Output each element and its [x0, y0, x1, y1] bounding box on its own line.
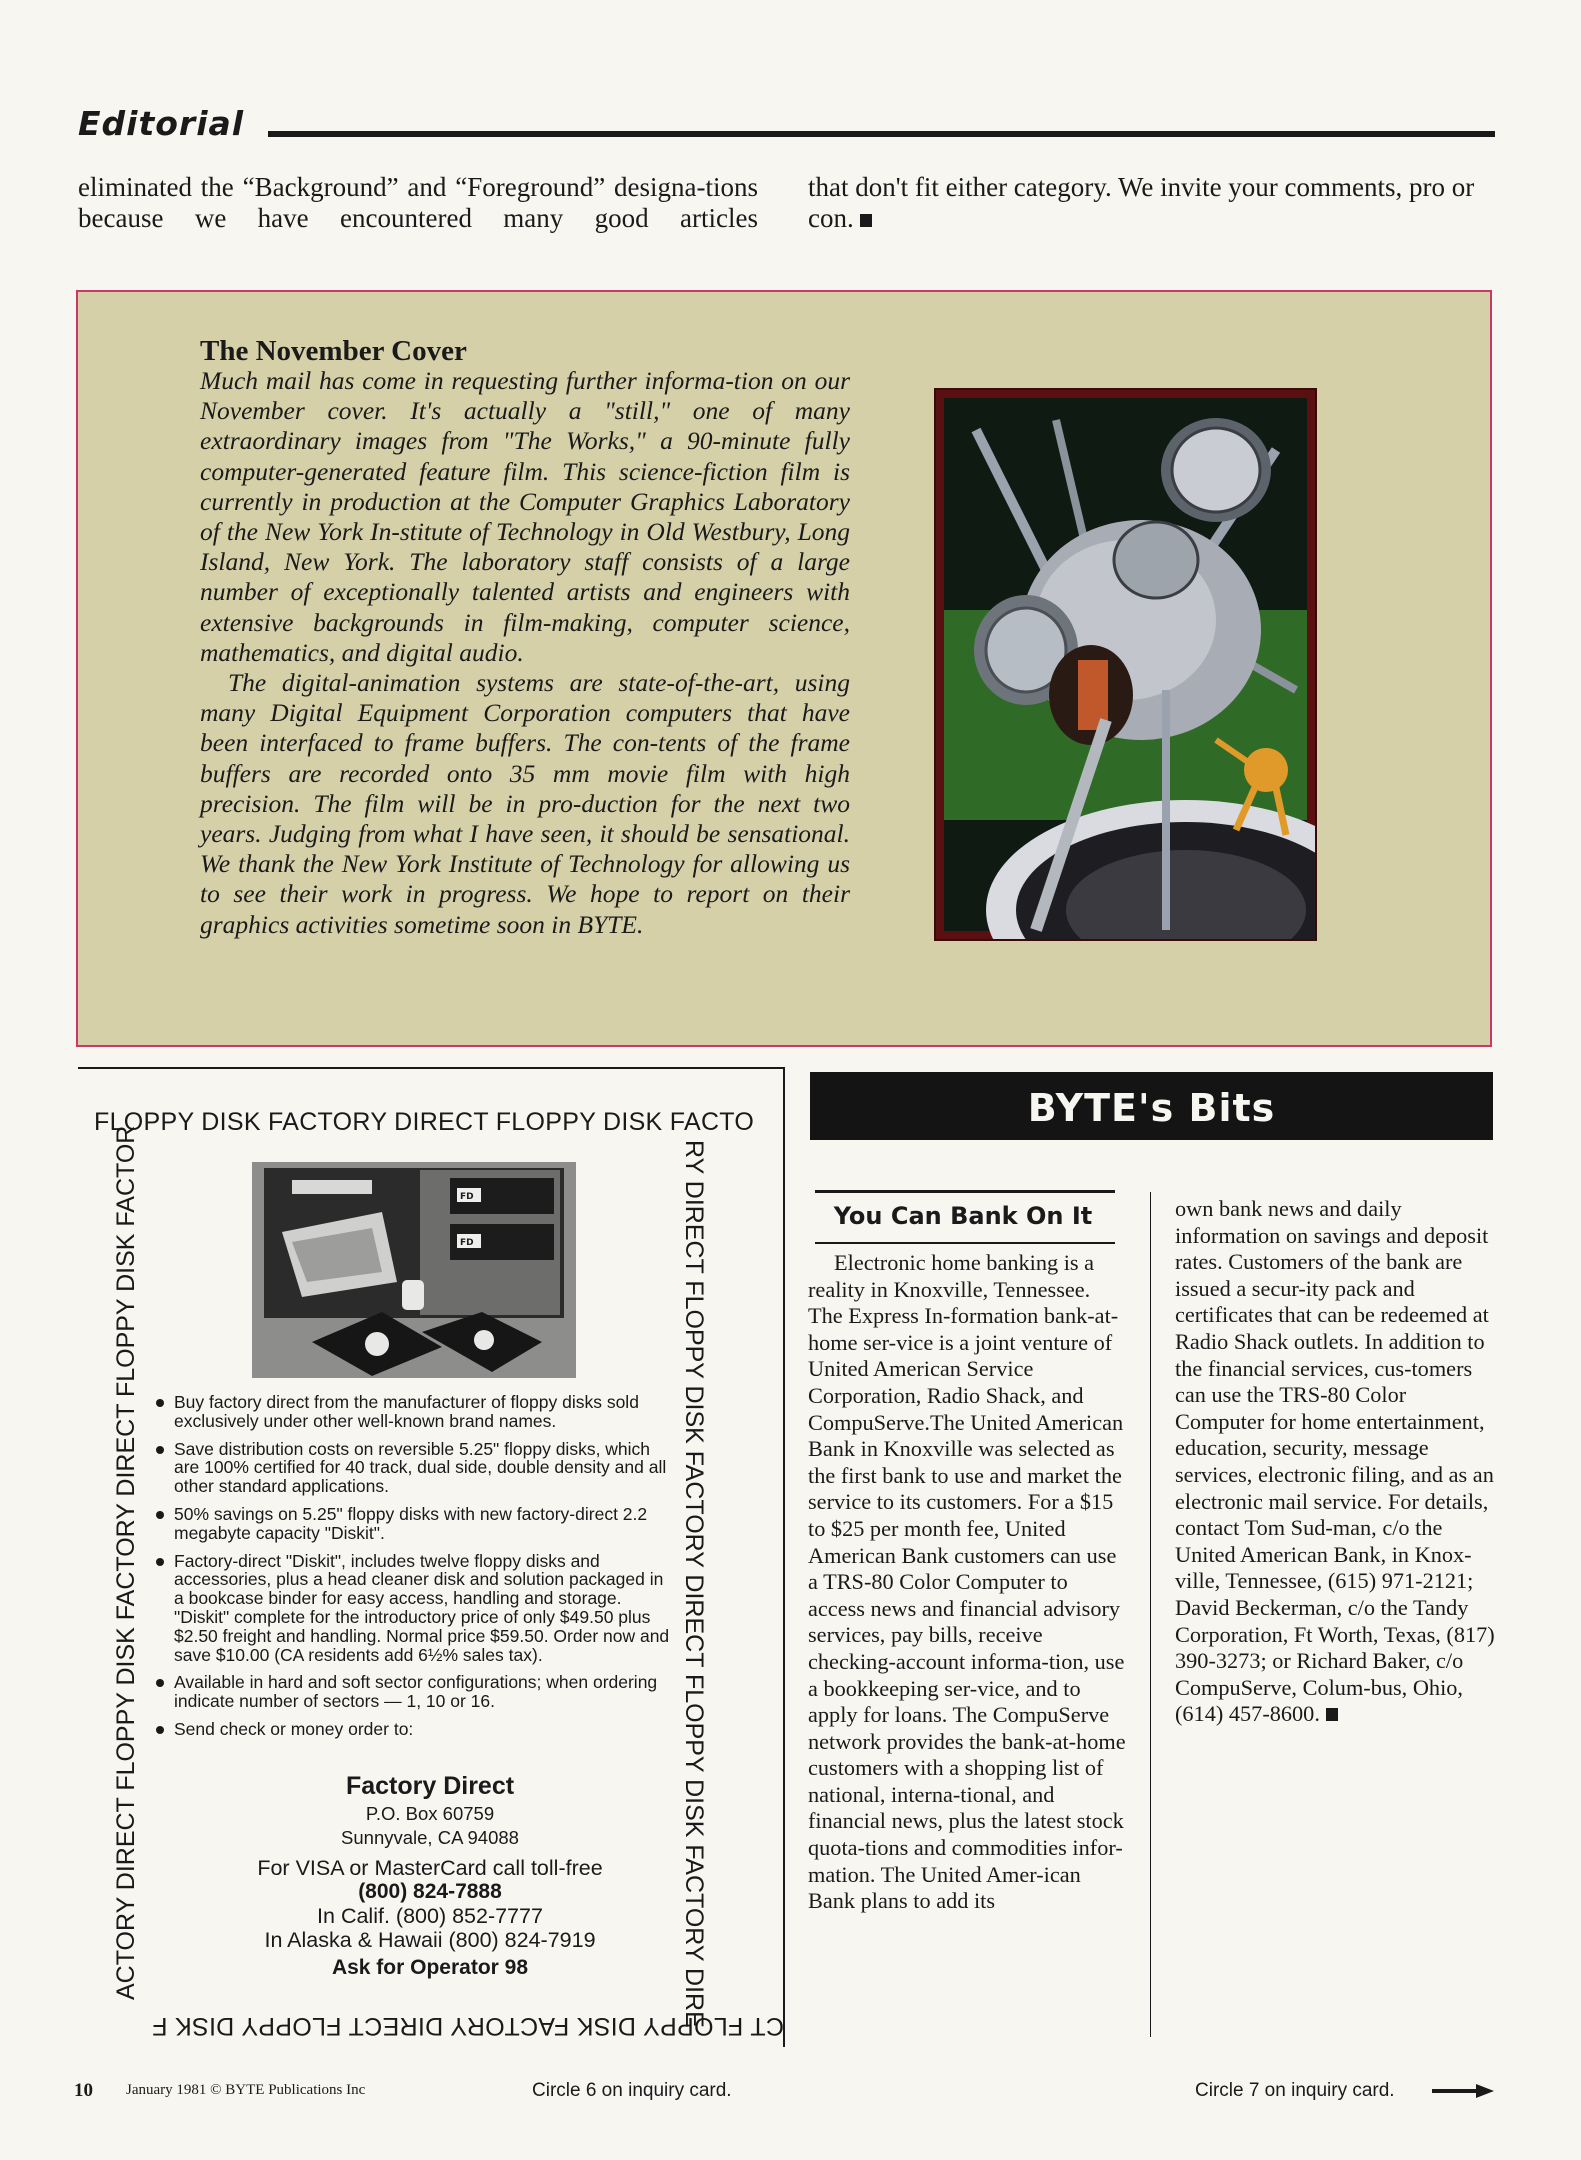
- page-number: 10: [74, 2080, 93, 2101]
- calif-phone: In Calif. (800) 852-7777: [317, 1904, 543, 1928]
- ad-bullet-list: [156, 1393, 676, 1748]
- alaska-hawaii-phone: In Alaska & Hawaii (800) 824-7919: [264, 1928, 596, 1952]
- cover-paragraph: Much mail has come in requesting further informa-tion on our November cover. It's actually a "still," one of many extraordinary images from "The Works," a 90-minute fully computer-generated feature film. This science-fiction film is currently in production at the Computer Graphics Laboratory of the New York In-stitute of Technology in Old Westbury, Long Island, New York. The laboratory staff consists of a large number of exceptionally talented artists and engineers with extensive backgrounds in film-making, computer science, mathematics, and digital audio.: [200, 366, 850, 667]
- ad-top-rule: [78, 1067, 785, 1069]
- robot-illustration: [936, 390, 1315, 939]
- diskit-photo: [252, 1162, 576, 1378]
- ad-bullet: Buy factory direct from the manufacturer of floppy disks sold exclusively under other well-known brand names.: [156, 1393, 676, 1431]
- arrow-right-icon: [1432, 2084, 1494, 2098]
- ad-border-text-top: FLOPPY DISK FACTORY DIRECT FLOPPY DISK FACTO: [94, 1108, 755, 1136]
- section-title: Editorial: [78, 104, 245, 143]
- diskit-binder-illustration: [252, 1162, 576, 1378]
- intro-text-right-content: that don't fit either category. We invite your comments, pro or con.: [808, 172, 1475, 233]
- bits-article-column-2: [1175, 1196, 1500, 1728]
- inquiry-note-left: Circle 6 on inquiry card.: [532, 2080, 732, 2101]
- bits-article-heading: You Can Bank On It: [833, 1202, 1093, 1230]
- end-mark-icon: [1326, 1708, 1338, 1721]
- ad-bullet: Save distribution costs on reversible 5.25" floppy disks, which are 100% certified for 40 track, dual side, double density and all other standard applications.: [156, 1440, 676, 1496]
- ad-border-text-bottom: CT FLOPPY DISK FACTORY DIRECT FLOPPY DISK F: [151, 2012, 784, 2040]
- bytes-bits-banner: [810, 1072, 1493, 1140]
- bits-heading-rule-top: [815, 1190, 1115, 1193]
- header-rule: [268, 131, 1495, 137]
- bits-heading-rule-bottom: [815, 1242, 1115, 1244]
- cover-heading: The November Cover: [200, 335, 467, 367]
- ad-border-text-left: ACTORY DIRECT FLOPPY DISK FACTORY DIRECT FLOPPY DISK FACTOR: [112, 1125, 140, 2000]
- ad-bullet: 50% savings on 5.25" floppy disks with new factory-direct 2.2 megabyte capacity "Diskit".: [156, 1505, 676, 1543]
- intro-text-right: [808, 172, 1496, 234]
- ad-bullet: Available in hard and soft sector configurations; when ordering indicate number of sectors — 1, 10 or 16.: [156, 1673, 676, 1711]
- address-line: Sunnyvale, CA 94088: [341, 1827, 519, 1848]
- bits-article-column-2-text: own bank news and daily information on savings and deposit rates. Customers of the bank are issued a secur-ity pack and certificates that can be redeemed at Radio Shack outlets. In addition to the financial services, cus-tomers can use the TRS-80 Color Computer for home entertainment, education, security, message services, electronic filing, and as an electronic mail service. For details, contact Tom Sud-man, c/o the United American Bank, in Knox-ville, Tennessee, (615) 971-2121; David Beckerman, c/o the Tandy Corporation, Ft Worth, Texas, (817) 390-3273; or Richard Baker, c/o CompuServe, Colum-bus, Ohio, (614) 457-8600.: [1175, 1196, 1495, 1727]
- cover-image: [934, 388, 1317, 941]
- ad-contact-block: [180, 1770, 680, 1980]
- operator-line: Ask for Operator 98: [331, 1956, 529, 1979]
- intro-text-left: eliminated the “Background” and “Foreground” designa-tions because we have encountered many good articles: [78, 172, 758, 233]
- toll-free-number: (800) 824-7888: [358, 1880, 502, 1903]
- company-name: Factory Direct: [345, 1772, 515, 1800]
- ad-border-text-right: RY DIRECT FLOPPY DISK FACTORY DIRECT FLOPPY DISK FACTORY DIRE: [680, 1140, 708, 2028]
- ad-bullet: Send check or money order to:: [156, 1720, 676, 1739]
- issue-date: January 1981 © BYTE Publications Inc: [126, 2082, 366, 2098]
- bytes-bits-title: BYTE's Bits: [1027, 1086, 1276, 1130]
- ad-bullet: Factory-direct "Diskit", includes twelve floppy disks and accessories, plus a head cleaner disk and solution packaged in a bookcase binder for easy access, handling and storage. "Diskit" complete for the introductory price of only $49.50 plus $2.50 freight and handling. Normal price $59.50. Order now and save $10.00 (CA residents add 6½% sales tax).: [156, 1552, 676, 1665]
- cover-body: [200, 366, 850, 940]
- ad-divider: [783, 1067, 785, 2047]
- end-mark-icon: [860, 214, 872, 227]
- call-line: For VISA or MasterCard call toll-free: [257, 1856, 603, 1880]
- inquiry-note-right: Circle 7 on inquiry card.: [1195, 2080, 1395, 2101]
- column-divider: [1150, 1192, 1151, 2037]
- photo-label-fd: FD: [460, 1238, 474, 1248]
- address-line: P.O. Box 60759: [365, 1803, 495, 1824]
- photo-label-fd: FD: [460, 1192, 474, 1202]
- bits-article-column-1: Electronic home banking is a reality in Knoxville, Tennessee. The Express In-formation bank-at-home ser-vice is a joint venture of United American Service Corporation, Radio Shack, and CompuServe.The United American Bank in Knoxville was selected as the first bank to use and market the service to its customers. For a $15 to $25 per month fee, United American Bank customers can use a TRS-80 Color Computer to access news and financial advisory services, pay bills, receive checking-account informa-tion, use a bookkeeping ser-vice, and to apply for loans. The CompuServe network provides the bank-at-home customers with a shopping list of national, interna-tional, and financial news, plus the latest stock quota-tions and commodities infor-mation. The United Amer-ican Bank plans to add its: [808, 1250, 1126, 1914]
- cover-paragraph: The digital-animation systems are state-of-the-art, using many Digital Equipment Corporation computers that have been interfaced to frame buffers. The con-tents of the frame buffers are recorded onto 35 mm movie film with high precision. The film will be in pro-duction for the next two years. Judging from what I have seen, it should be sensational. We thank the New York Institute of Technology for allowing us to see their work in progress. We hope to report on their graphics activities sometime soon in BYTE.: [200, 668, 850, 939]
